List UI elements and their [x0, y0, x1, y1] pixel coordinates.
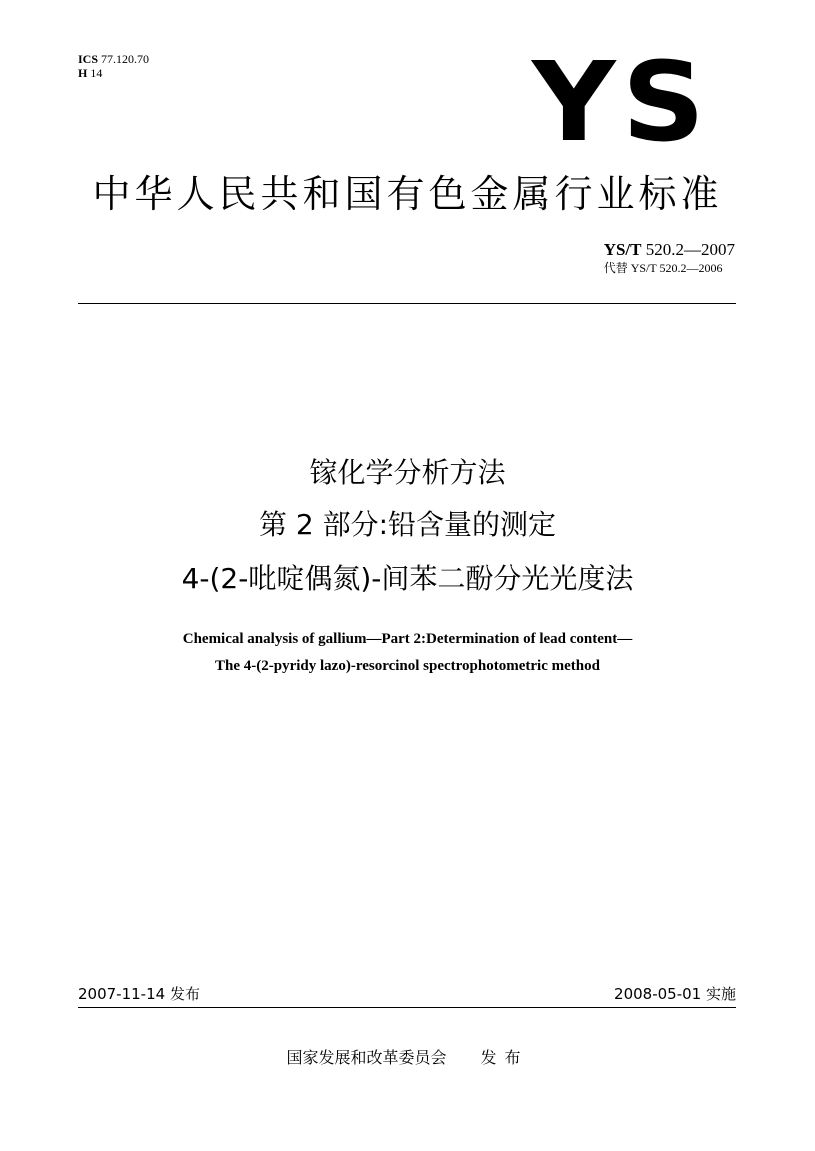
standard-category-title: 中华人民共和国有色金属行业标准 — [92, 172, 723, 216]
ys-logo: YS — [532, 38, 712, 166]
ccs-line — [78, 66, 149, 80]
ics-line — [78, 52, 149, 66]
code-number: 520.2—2007 — [645, 240, 735, 259]
title-cn-line3: 4-(2-吡啶偶氮)-间苯二酚分光光度法 — [181, 562, 634, 595]
title-en-line2: The 4-(2-pyridy lazo)-resorcinol spectrophotometric method — [215, 658, 600, 674]
ccs-code: 14 — [90, 66, 103, 80]
standard-code-block — [604, 240, 735, 276]
footer-divider — [78, 1007, 736, 1008]
ics-code: 77.120.70 — [101, 52, 150, 66]
ccs-label: H — [78, 66, 88, 80]
classification-codes — [78, 52, 149, 80]
publish-label: 发布 — [480, 1048, 529, 1067]
ics-label: ICS — [78, 52, 99, 66]
title-cn-line2: 第 2 部分:铅含量的测定 — [258, 508, 557, 541]
issuer-name: 国家发展和改革委员会 — [286, 1048, 447, 1067]
code-prefix: YS/T — [603, 240, 642, 259]
title-en-line1: Chemical analysis of gallium—Part 2:Determination of lead content— — [182, 631, 633, 647]
replaces-note: 代替 YS/T 520.2—2006 — [603, 261, 723, 275]
issuer-line — [0, 1046, 815, 1070]
title-cn-line1: 镓化学分析方法 — [309, 456, 506, 489]
header-divider — [78, 303, 736, 304]
implement-date: 2008-05-01 实施 — [614, 985, 736, 1003]
issue-date: 2007-11-14 发布 — [78, 985, 200, 1003]
standard-code — [604, 240, 735, 260]
